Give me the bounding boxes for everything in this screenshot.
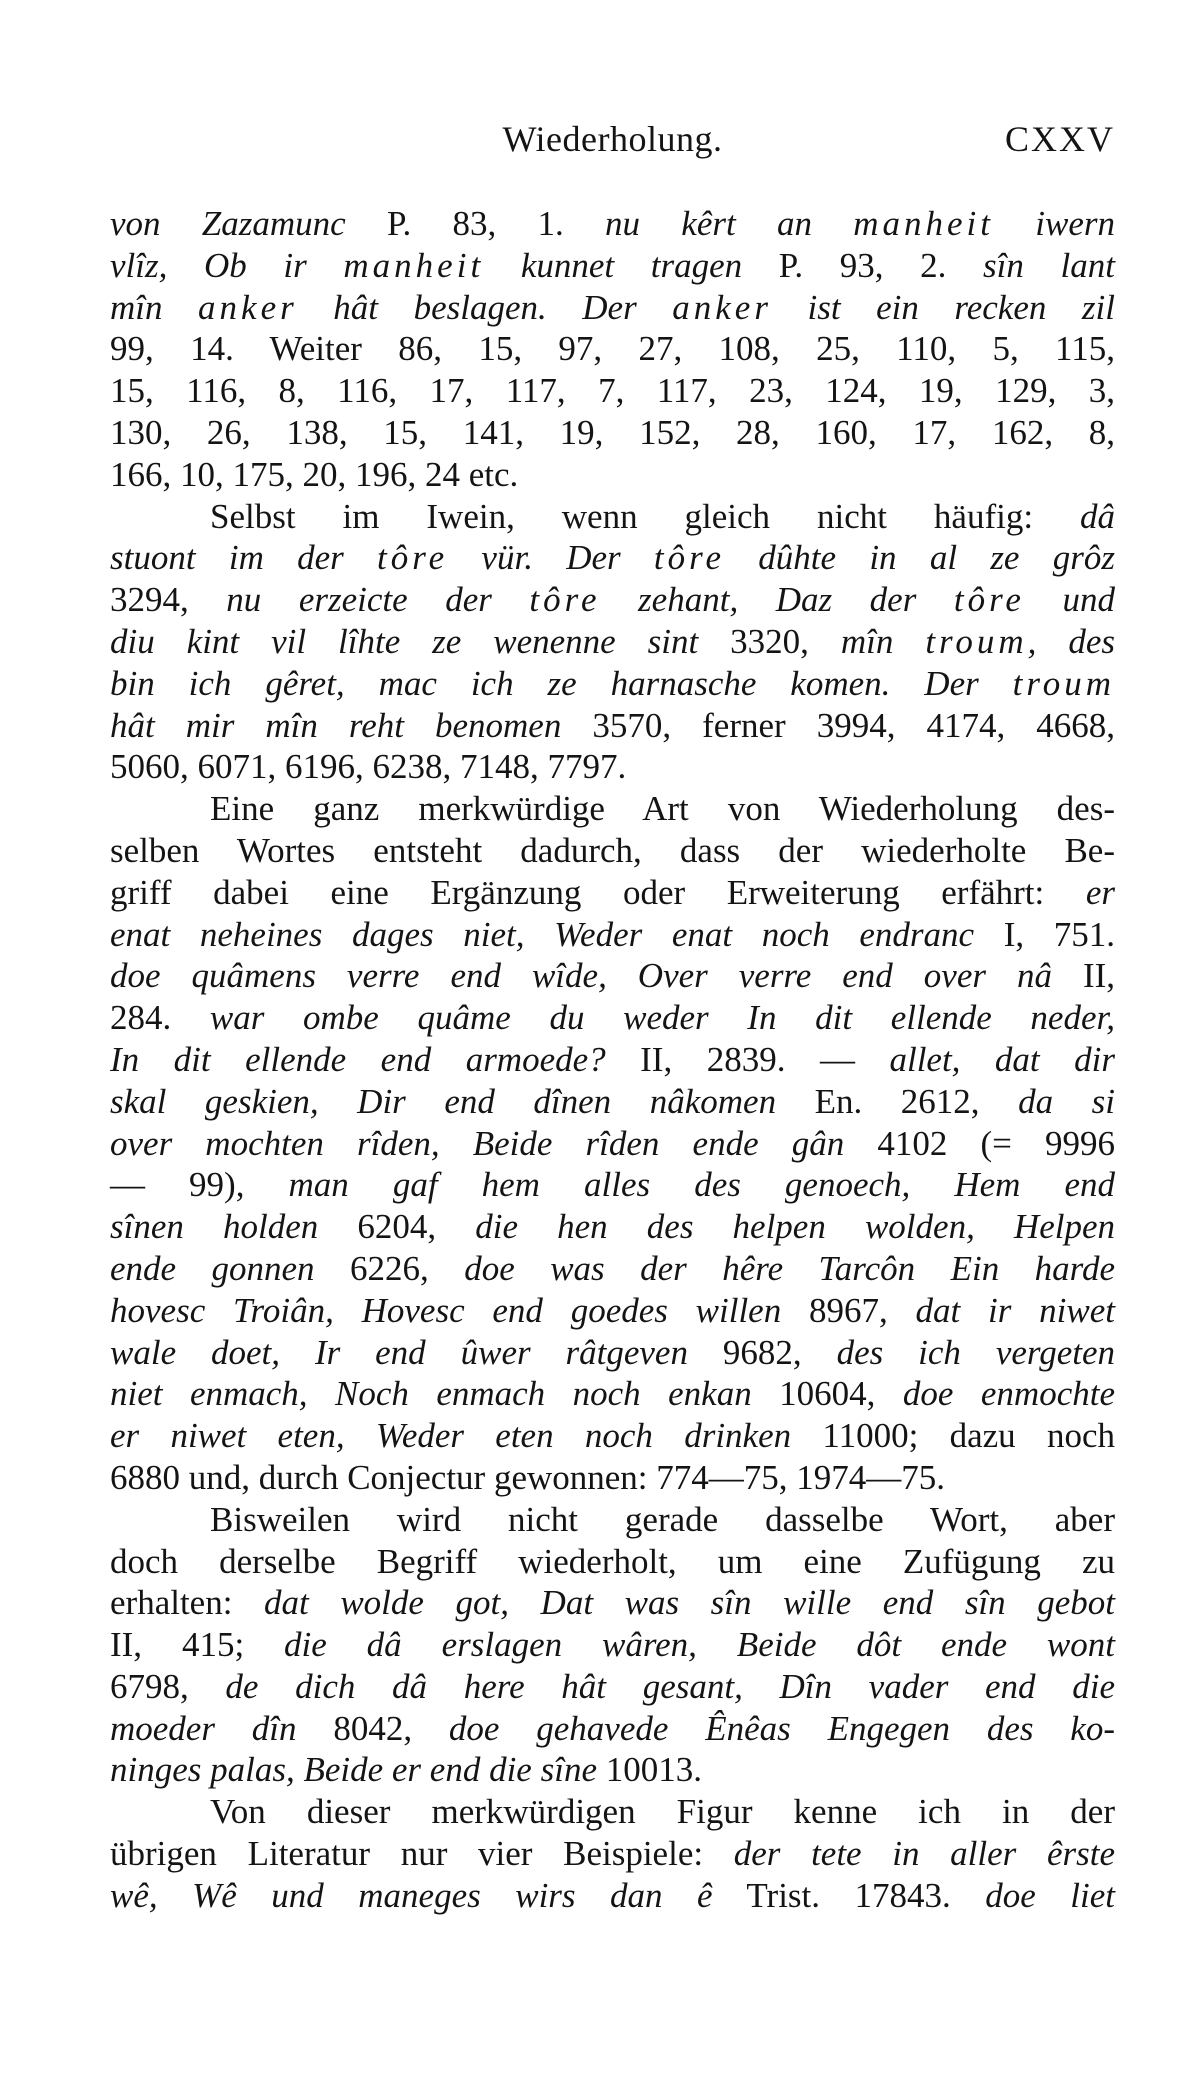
text-run: übrigen Literatur nur vier Beispiele: (110, 1834, 734, 1874)
text-run: Eine ganz merkwürdige Art von Wiederholung des- (210, 789, 1115, 829)
text-run: dat wolde got, Dat was sîn wille end sîn gebot (264, 1583, 1115, 1623)
text-run: 6798, (110, 1666, 226, 1706)
text-run: wale doet, Ir end ûwer râtgeven (110, 1332, 688, 1372)
text-line (110, 454, 1115, 496)
text-run: diu kint vil lîhte ze wenenne sint (110, 621, 699, 661)
page-body (110, 203, 1115, 1917)
text-run: ist ein recken zil (771, 287, 1115, 327)
text-line (110, 1499, 1115, 1541)
text-run: Trist. 17843. (712, 1875, 986, 1915)
text-run: doe quâmens verre end wîde, Over verre end over nâ (110, 956, 1052, 996)
text-run: troum (925, 621, 1028, 661)
text-run: ende gonnen (110, 1248, 315, 1288)
text-run: tôre (953, 580, 1025, 620)
text-run: hât mir mîn reht benomen (110, 705, 562, 745)
page-number: CXXV (1004, 119, 1115, 159)
text-run: dûhte in al ze grôz (725, 538, 1115, 578)
text-line (110, 621, 1115, 663)
text-line (110, 872, 1115, 914)
text-line (110, 203, 1115, 245)
text-line (110, 245, 1115, 287)
running-header (110, 118, 1115, 162)
text-line (110, 370, 1115, 412)
text-run: mîn (110, 287, 199, 327)
text-line (110, 705, 1115, 747)
text-line (110, 412, 1115, 454)
text-run: 284. (110, 998, 210, 1038)
running-title: Wiederholung. (502, 119, 723, 159)
text-line (110, 1164, 1115, 1206)
text-run: 4102 (= 9996 (844, 1123, 1115, 1163)
text-run: griff dabei eine Ergänzung oder Erweiterung erfährt: (110, 872, 1086, 912)
text-run: doe was der hêre Tarcôn Ein harde (464, 1248, 1116, 1288)
text-run: 3320, (698, 621, 841, 661)
text-run: 8967, (781, 1290, 916, 1330)
text-run: 130, 26, 138, 15, 141, 19, 152, 28, 160, 17, 162, 8, (110, 412, 1115, 452)
text-run: tôre (653, 538, 726, 578)
text-run: vlîz, Ob ir (110, 245, 344, 285)
text-run: skal geskien, Dir end dînen nâkomen (110, 1081, 777, 1121)
text-run: sînen holden (110, 1207, 319, 1247)
text-line (110, 1749, 1115, 1791)
text-run: 6204, (318, 1207, 476, 1247)
text-line (110, 1666, 1115, 1708)
text-run: der tete in aller êrste (733, 1834, 1115, 1874)
text-line (110, 1624, 1115, 1666)
text-run: nu kêrt an (605, 204, 854, 243)
text-line (110, 1875, 1115, 1917)
text-line (110, 328, 1115, 370)
text-run: over mochten rîden, Beide rîden ende gân (110, 1123, 845, 1163)
text-line (110, 1123, 1115, 1165)
text-run: tôre (529, 580, 601, 620)
text-run: mîn (840, 621, 926, 661)
text-run: manheit (343, 245, 485, 285)
text-run: wê, Wê und maneges wirs dan ê (110, 1875, 713, 1915)
text-run: 11000; dazu noch (791, 1416, 1115, 1456)
text-run: 166, 10, 175, 20, 196, 24 etc. (110, 454, 519, 494)
text-run: de dich dâ here hât gesant, Dîn vader end die (225, 1666, 1115, 1706)
text-run: ninges palas, Beide er end die sîne (110, 1750, 597, 1790)
text-run: P. 83, 1. (345, 204, 606, 243)
text-line (110, 663, 1115, 705)
text-run: man gaf hem alles des genoech, Hem end (288, 1165, 1116, 1205)
text-run: troum (1012, 663, 1115, 703)
text-line (110, 1081, 1115, 1123)
text-run: vür. Der (448, 538, 654, 578)
text-line (110, 955, 1115, 997)
text-line (110, 788, 1115, 830)
text-run: sîn lant (983, 245, 1115, 285)
text-run: hât beslagen. Der (297, 287, 673, 327)
text-run: iwern (994, 204, 1115, 243)
text-run: II, (1051, 956, 1116, 996)
text-line (110, 746, 1115, 788)
text-run: enat neheines dages niet, Weder enat noch endranc (110, 914, 975, 954)
text-run: bin ich gêret, mac ich ze harnasche komen. Der (110, 663, 1013, 703)
text-line (110, 1206, 1115, 1248)
text-run: 8042, (296, 1708, 449, 1748)
text-line (110, 1039, 1115, 1081)
text-line (110, 1332, 1115, 1374)
text-run: 10604, (751, 1374, 903, 1414)
text-run: P. 93, 2. (742, 245, 984, 285)
text-line (110, 287, 1115, 329)
text-run: doch derselbe Begriff wiederholt, um eine Zufügung zu (110, 1541, 1115, 1581)
text-line (110, 1833, 1115, 1875)
text-run: die dâ erslagen wâren, Beide dôt ende wont (284, 1625, 1115, 1665)
text-run: 3570, ferner 3994, 4174, 4668, (561, 705, 1115, 745)
text-run: stuont im der (110, 538, 378, 578)
text-run: II, 2839. — (605, 1039, 890, 1079)
text-line (110, 579, 1115, 621)
text-run: dâ (1080, 496, 1115, 536)
text-line (110, 1290, 1115, 1332)
text-line (110, 1541, 1115, 1583)
text-run: er (1085, 872, 1115, 912)
text-run: anker (198, 287, 298, 327)
text-run: 9682, (687, 1332, 837, 1372)
text-line (110, 997, 1115, 1039)
text-run: zehant, Daz der (600, 580, 954, 620)
text-run: 6880 und, durch Conjectur gewonnen: 774—75, 1974—75. (110, 1457, 946, 1497)
text-run: En. 2612, (776, 1081, 1019, 1121)
text-line (110, 1373, 1115, 1415)
text-line (110, 830, 1115, 872)
text-run: niet enmach, Noch enmach noch enkan (110, 1374, 752, 1414)
text-run: hovesc Troiân, Hovesc end goedes willen (110, 1290, 782, 1330)
text-run: da si (1018, 1081, 1115, 1121)
text-line (110, 1415, 1115, 1457)
text-run: I, 751. (974, 914, 1115, 954)
text-run: Von dieser merkwürdigen Figur kenne ich in der (210, 1792, 1115, 1832)
text-run: II, 415; (110, 1625, 285, 1665)
text-run: er niwet eten, Weder eten noch drinken (110, 1416, 792, 1456)
text-run: — 99), (110, 1165, 289, 1205)
text-run: doe enmochte (902, 1374, 1115, 1414)
text-run: von Zazamunc (110, 204, 346, 243)
text-line (110, 496, 1115, 538)
text-run: tôre (377, 538, 449, 578)
text-line (110, 1708, 1115, 1750)
text-run: 99, 14. Weiter 86, 15, 97, 27, 108, 25, 110, 5, 115, (110, 329, 1115, 369)
text-run: doe liet (985, 1875, 1115, 1915)
text-run: , des (1027, 621, 1116, 661)
text-run: 3294, (110, 580, 227, 620)
text-line (110, 1582, 1115, 1624)
text-run: nu erzeicte der (226, 580, 530, 620)
text-run: Bisweilen wird nicht gerade dasselbe Wort, aber (210, 1499, 1115, 1539)
text-run: manheit (853, 204, 994, 243)
text-line (110, 537, 1115, 579)
text-run: moeder dîn (110, 1708, 297, 1748)
text-line (110, 1248, 1115, 1290)
text-run: 6226, (314, 1248, 465, 1288)
text-run: anker (672, 287, 772, 327)
text-run: 15, 116, 8, 116, 17, 117, 7, 117, 23, 124, 19, 129, 3, (110, 371, 1115, 411)
text-run: war ombe quâme du weder In dit ellende neder, (209, 998, 1115, 1038)
text-run: des ich vergeten (836, 1332, 1115, 1372)
text-run: kunnet tragen (484, 245, 743, 285)
text-line (110, 914, 1115, 956)
text-line (110, 1791, 1115, 1833)
text-run: 10013. (596, 1750, 702, 1790)
text-run: und (1024, 580, 1116, 620)
text-run: allet, dat dir (889, 1039, 1115, 1079)
text-line (110, 1457, 1115, 1499)
text-run: 5060, 6071, 6196, 6238, 7148, 7797. (110, 747, 627, 787)
text-run: doe gehavede Ênêas Engegen des ko- (448, 1708, 1115, 1748)
text-run: In dit ellende end armoede? (110, 1039, 606, 1079)
text-run: dat ir niwet (915, 1290, 1115, 1330)
text-run: Selbst im Iwein, wenn gleich nicht häufig: (210, 496, 1080, 536)
text-run: selben Wortes entsteht dadurch, dass der wiederholte Be- (110, 830, 1115, 870)
text-run: erhalten: (110, 1583, 265, 1623)
text-run: die hen des helpen wolden, Helpen (475, 1207, 1116, 1247)
